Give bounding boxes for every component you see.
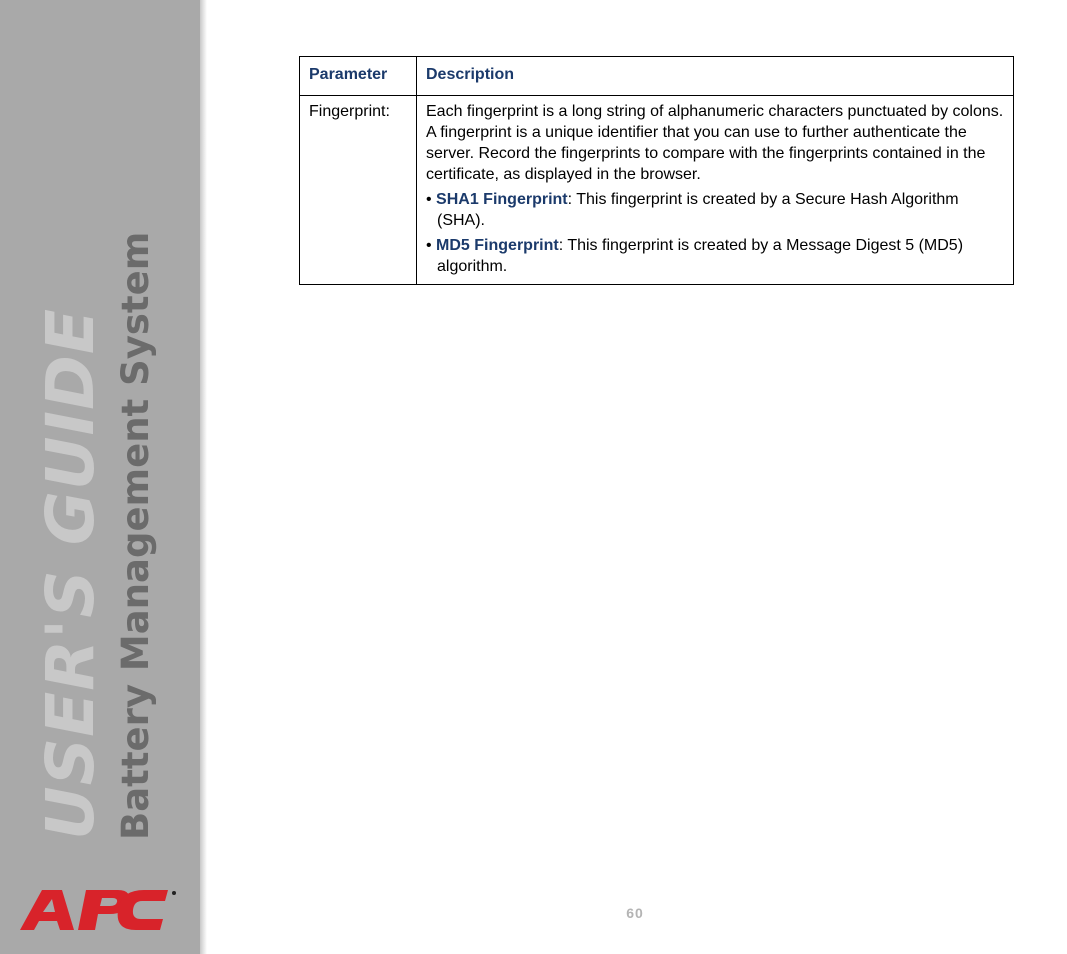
table-row (300, 96, 1014, 285)
sidebar (0, 0, 200, 954)
sidebar-shadow (200, 0, 207, 954)
bullet-md5: • MD5 Fingerprint: This fingerprint is created by a Message Digest 5 (MD5) algorithm. (426, 237, 964, 275)
guide-subtitle: Battery Management System (114, 231, 157, 840)
header-parameter: Parameter (300, 57, 417, 96)
bullet-md5-text: : This fingerprint is created by a Message Digest 5 (MD5) algorithm. (437, 237, 964, 275)
table-header-row (300, 57, 1014, 96)
term-md5: MD5 Fingerprint (436, 237, 559, 254)
cell-parameter: Fingerprint: (300, 96, 417, 285)
description-text: Each fingerprint is a long string of alphanumeric characters punctuated by colons. A fingerprint is a unique identifier that you can use to further authenticate the server. Record the fingerprints to compare with the fingerprints contained in the certificate, as displayed in the browser. (426, 103, 1004, 183)
header-description: Description (417, 57, 1014, 96)
apc-logo (18, 886, 178, 934)
cell-description (417, 96, 1014, 285)
term-sha1: SHA1 Fingerprint (436, 191, 568, 208)
bullet-sha1-text: : This fingerprint is created by a Secure Hash Algorithm (SHA). (437, 191, 959, 229)
page-number: 60 (626, 905, 644, 921)
bullet-sha1: • SHA1 Fingerprint: This fingerprint is created by a Secure Hash Algorithm (SHA). (426, 191, 959, 229)
guide-title: USER'S GUIDE (32, 308, 109, 840)
parameter-table (299, 56, 1014, 285)
